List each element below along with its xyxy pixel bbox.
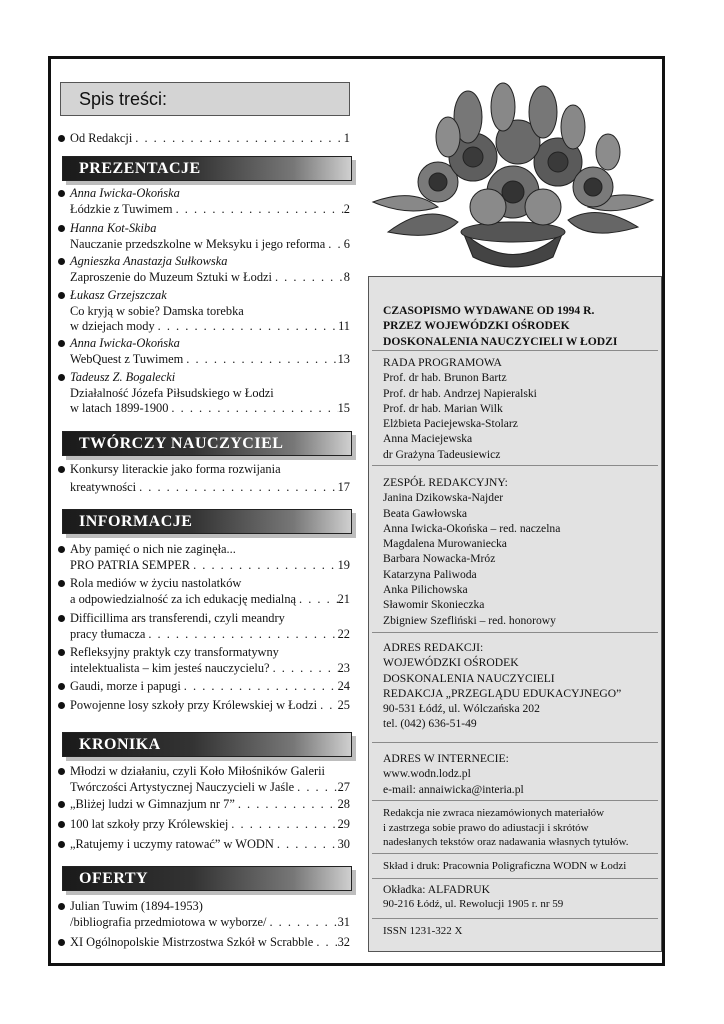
heading-line: DOSKONALENIA NAUCZYCIELI W ŁODZI (383, 334, 618, 348)
entry-page: 15 (337, 401, 350, 415)
toc-title: Spis treści: (60, 82, 350, 116)
bullet-icon (58, 768, 65, 775)
editorial-team (383, 475, 655, 628)
entry-title: „Bliżej ludzi w Gimnazjum nr 7” (70, 797, 235, 811)
toc-entry[interactable] (58, 899, 350, 930)
divider (372, 350, 658, 351)
address-line: tel. (042) 636-51-49 (383, 717, 477, 731)
address-title: ADRES REDAKCJI: (383, 641, 484, 654)
entry-page: 13 (337, 351, 350, 366)
bullet-icon (58, 702, 65, 709)
notice-line: nadesłanych tekstów oraz nadawania własnych tytułów. (383, 836, 629, 848)
bullet-icon (58, 374, 65, 381)
entry-title: Rola mediów w życiu nastolatków (70, 576, 242, 590)
entry-page: 11 (338, 319, 350, 333)
toc-entry[interactable] (58, 764, 350, 795)
toc-entry[interactable] (58, 221, 350, 252)
toc-entry[interactable] (58, 817, 350, 833)
bullet-icon (58, 135, 65, 142)
heading-line: CZASOPISMO WYDAWANE OD 1994 R. (383, 304, 595, 317)
toc-entry-intro[interactable] (58, 131, 350, 147)
divider (372, 800, 658, 801)
divider (372, 465, 658, 466)
notice-line: i zastrzega sobie prawo do adiustacji i skrótów (383, 821, 589, 834)
editors-title: ZESPÓŁ REDAKCYJNY: (383, 476, 508, 489)
entry-page: 24 (337, 679, 350, 693)
editor: Magdalena Murowaniecka (383, 537, 507, 551)
entry-title: Działalność Józefa Piłsudskiego w Łodzi (70, 385, 274, 400)
program-council (383, 355, 655, 462)
entry-title: /bibliografia przedmiotowa w wyborze/ (70, 914, 267, 929)
toc-entry[interactable] (58, 797, 350, 813)
entry-author: Tadeusz Z. Bogalecki (70, 370, 176, 384)
toc-entry[interactable] (58, 935, 350, 951)
council-member: Prof. dr hab. Andrzej Napieralski (383, 386, 537, 400)
editor: Anna Iwicka-Okońska – red. naczelna (383, 521, 561, 535)
entry-page: 21 (337, 591, 350, 606)
council-member: Elżbieta Paciejewska-Stolarz (383, 417, 518, 431)
address-line: DOSKONALENIA NAUCZYCIELI (383, 671, 555, 685)
entry-title: PRO PATRIA SEMPER (70, 557, 191, 572)
bullet-icon (58, 225, 65, 232)
entry-page: 29 (337, 817, 350, 831)
editor: Janina Dzikowska-Najder (383, 491, 504, 505)
entry-page: 32 (337, 935, 350, 949)
section-title: TWÓRCZY NAUCZYCIEL (79, 435, 284, 452)
entry-title: w latach 1899-1900 (70, 401, 169, 415)
council-member: Prof. dr hab. Marian Wilk (383, 401, 503, 415)
entry-title: Co kryją w sobie? Damska torebka (70, 303, 244, 318)
council-member: Prof. dr hab. Brunon Bartz (383, 371, 507, 385)
entry-page: 8 (343, 269, 350, 284)
toc-entry[interactable] (58, 370, 350, 417)
bullet-icon (58, 801, 65, 808)
entry-page: 25 (337, 698, 350, 712)
editor: Katarzyna Paliwoda (383, 567, 477, 581)
cover-info (383, 882, 655, 912)
divider (372, 918, 658, 919)
toc-entry[interactable] (58, 837, 350, 853)
council-title: RADA PROGRAMOWA (383, 356, 502, 369)
entry-title: Powojenne losy szkoły przy Królewskiej w Łodzi (70, 698, 318, 712)
cover-line: Okładka: ALFADRUK (383, 883, 491, 896)
bullet-icon (58, 615, 65, 622)
print-info: Skład i druk: Pracownia Poligraficzna WODN w Łodzi (383, 860, 627, 872)
divider (372, 632, 658, 633)
entry-title: 100 lat szkoły przy Królewskiej (70, 817, 229, 831)
address-line: REDAKCJA „PRZEGLĄDU EDUKACYJNEGO” (383, 686, 622, 700)
entry-title: XI Ogólnopolskie Mistrzostwa Szkół w Scrabble (70, 935, 314, 949)
bullet-icon (58, 190, 65, 197)
entry-page: 28 (337, 797, 350, 811)
internet-title: ADRES W INTERNECIE: (383, 752, 509, 765)
address-line: 90-531 Łódź, ul. Wólczańska 202 (383, 702, 540, 716)
section-title: KRONIKA (79, 736, 161, 753)
council-member: dr Grażyna Tadeusiewicz (383, 447, 501, 461)
bullet-icon (58, 292, 65, 299)
entry-page: 30 (337, 837, 350, 851)
entry-title: Difficillima ars transferendi, czyli meandry (70, 611, 285, 625)
section-header-prezentacje (62, 156, 352, 181)
bullet-icon (58, 683, 65, 690)
editor: Anka Pilichowska (383, 583, 468, 597)
entry-author: Anna Iwicka-Okońska (70, 336, 180, 350)
bullet-icon (58, 258, 65, 265)
bullet-icon (58, 903, 65, 910)
heading-line: PRZEZ WOJEWÓDZKI OŚRODEK (383, 319, 570, 333)
entry-page: 2 (343, 201, 350, 216)
entry-title: kreatywności (70, 479, 137, 494)
section-header-kronika (62, 732, 352, 757)
entry-title: a odpowiedzialność za ich edukację medialną (70, 591, 297, 606)
entry-page: 17 (337, 479, 350, 494)
entry-title: „Ratujemy i uczymy ratować” w WODN (70, 837, 274, 851)
entry-title: Nauczanie przedszkolne w Meksyku i jego reforma (70, 236, 326, 251)
bullet-icon (58, 340, 65, 347)
section-title: INFORMACJE (79, 513, 193, 530)
flower-bouquet-illustration (368, 82, 658, 272)
entry-title: WebQuest z Tuwimem (70, 351, 184, 366)
internet-address (383, 751, 655, 797)
entry-title: w dziejach mody (70, 319, 155, 333)
editorial-notice (383, 806, 655, 850)
section-header-tworczy-nauczyciel (62, 431, 352, 456)
editor: Sławomir Skonieczka (383, 598, 485, 612)
editor: Beata Gawłowska (383, 506, 468, 520)
entry-title: Julian Tuwim (1894-1953) (70, 899, 203, 913)
entry-title: intelektualista – kim jesteś nauczycielu? (70, 660, 270, 675)
toc-entry[interactable] (58, 254, 350, 285)
toc-entry[interactable] (58, 679, 350, 695)
bullet-icon (58, 580, 65, 587)
divider (372, 742, 658, 743)
cover-line: 90-216 Łódź, ul. Rewolucji 1905 r. nr 59 (383, 898, 564, 911)
section-header-oferty (62, 866, 352, 891)
entry-title: Zaproszenie do Muzeum Sztuki w Łodzi (70, 269, 272, 284)
section-title: OFERTY (79, 870, 149, 887)
toc-entry[interactable] (58, 288, 350, 335)
entry-author: Agnieszka Anastazja Sułkowska (70, 254, 228, 268)
entry-page: 23 (337, 660, 350, 675)
entry-page: 22 (337, 626, 350, 641)
entry-title: Gaudi, morze i papugi (70, 679, 181, 693)
toc-entry[interactable] (58, 611, 350, 642)
bullet-icon (58, 939, 65, 946)
divider (372, 853, 658, 854)
entry-page: 6 (343, 236, 350, 251)
toc-entry[interactable] (58, 186, 350, 217)
editorial-address (383, 640, 655, 732)
entry-author: Anna Iwicka-Okońska (70, 186, 180, 200)
entry-author: Łukasz Grzejszczak (70, 288, 167, 302)
bullet-icon (58, 546, 65, 553)
masthead-heading (383, 303, 655, 349)
toc-entry[interactable] (58, 336, 350, 367)
entry-title: Od Redakcji (70, 131, 133, 145)
entry-title: Łódzkie z Tuwimem (70, 201, 173, 216)
bullet-icon (58, 821, 65, 828)
address-line: WOJEWÓDZKI OŚRODEK (383, 656, 519, 670)
entry-title: Aby pamięć o nich nie zaginęła... (70, 542, 236, 556)
toc-entry[interactable] (58, 698, 350, 714)
divider (372, 878, 658, 879)
bullet-icon (58, 649, 65, 656)
entry-title: Konkursy literackie jako forma rozwijania (70, 462, 281, 476)
entry-page: 27 (337, 779, 350, 794)
council-member: Anna Maciejewska (383, 432, 473, 446)
editor: Barbara Nowacka-Mróz (383, 552, 496, 566)
section-header-informacje (62, 509, 352, 534)
toc-entry[interactable] (58, 462, 350, 495)
toc-entry[interactable] (58, 542, 350, 573)
entry-page: 1 (343, 131, 350, 145)
entry-title: Młodzi w działaniu, czyli Koło Miłośników Galerii (70, 764, 325, 778)
issn: ISSN 1231-322 X (383, 925, 463, 937)
entry-page: 31 (337, 914, 350, 929)
entry-title: Refleksyjny praktyk czy transformatywny (70, 645, 279, 659)
entry-title: Twórczości Artystycznej Nauczycieli w Jaśle (70, 779, 295, 794)
website-link[interactable]: www.wodn.lodz.pl (383, 767, 471, 781)
toc-entry[interactable] (58, 645, 350, 676)
toc-entry[interactable] (58, 576, 350, 607)
entry-page: 19 (337, 557, 350, 572)
email-link[interactable]: e-mail: annaiwicka@interia.pl (383, 782, 524, 796)
section-title: PREZENTACJE (79, 160, 201, 177)
bullet-icon (58, 466, 65, 473)
notice-line: Redakcja nie zwraca niezamówionych materiałów (383, 807, 605, 819)
entry-author: Hanna Kot-Skiba (70, 221, 157, 235)
editor: Zbigniew Szefliński – red. honorowy (383, 613, 556, 627)
bullet-icon (58, 841, 65, 848)
entry-title: pracy tłumacza (70, 626, 146, 641)
